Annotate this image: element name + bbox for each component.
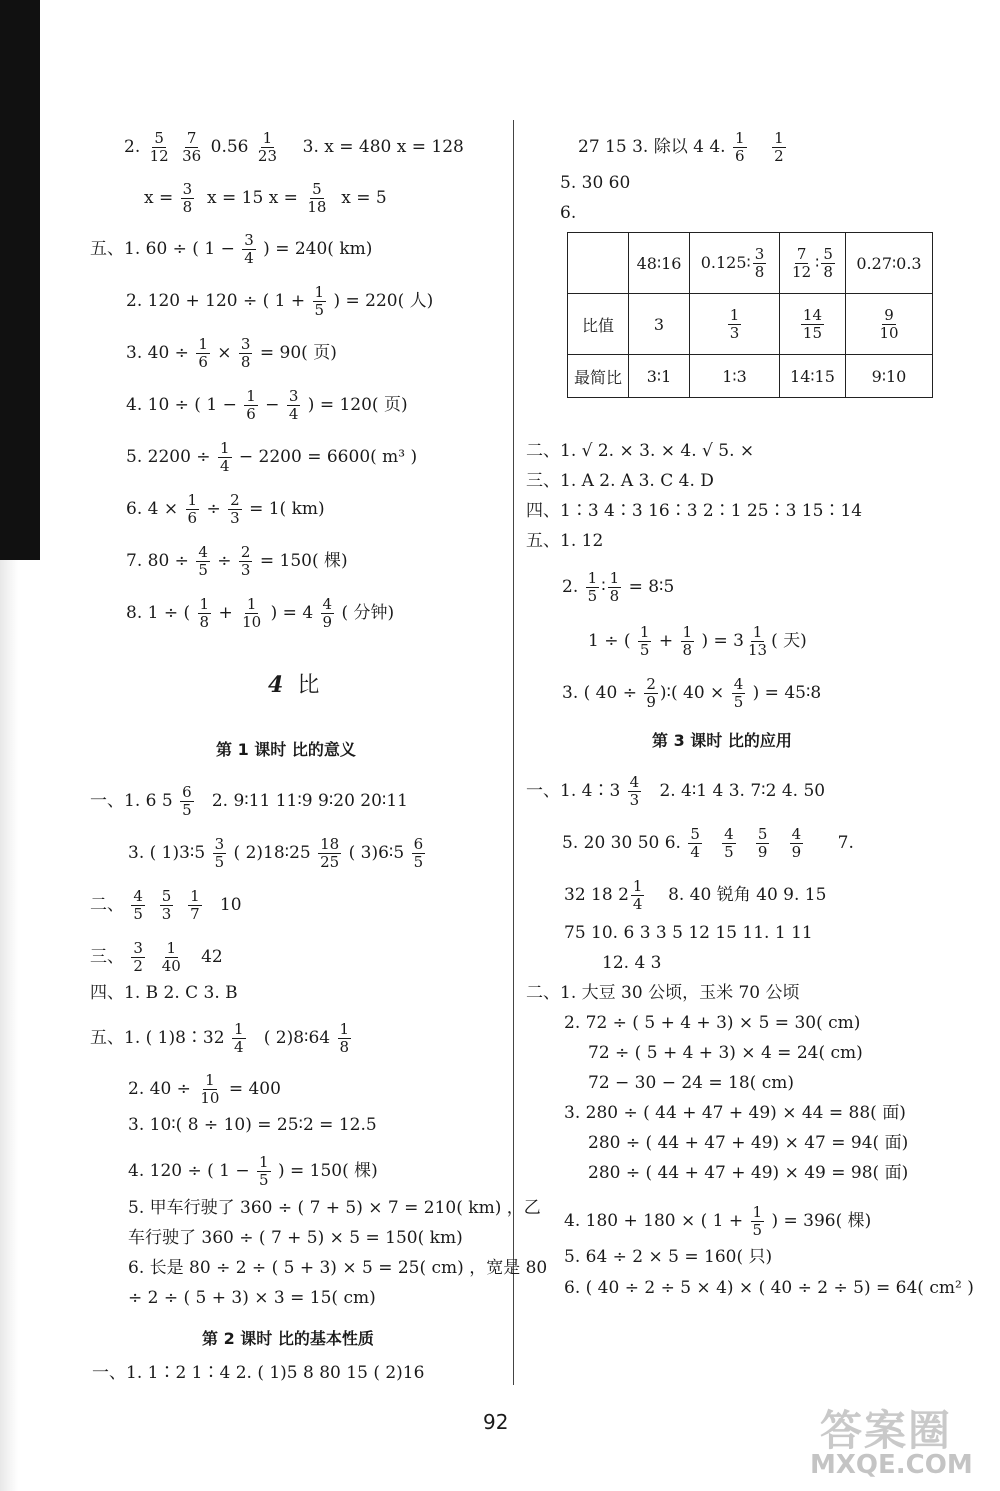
fraction: $\frac{1}{4}$ bbox=[632, 877, 643, 913]
fraction: $\frac{5}{9}$ bbox=[757, 825, 768, 861]
fraction: $\frac{6}{5}$ bbox=[182, 783, 192, 819]
answer-line: 3. 40 ÷ $\frac{1}{6}$ × $\frac{3}{8}$ = 90( 页) bbox=[126, 335, 337, 371]
chapter-number: 4 bbox=[268, 672, 284, 698]
answer-line: 6. 4 × $\frac{1}{6}$ ÷ $\frac{2}{3}$ = 1( km) bbox=[126, 491, 325, 527]
answer-line: 2. 72 ÷ ( 5 + 4 + 3) × 5 = 30( cm) bbox=[564, 1013, 861, 1033]
fraction: $\frac{1}{23}$ bbox=[257, 129, 277, 165]
table-cell: $\frac{14}{15}$ bbox=[779, 294, 845, 355]
fraction: $\frac{3}{8}$ bbox=[182, 180, 193, 216]
table-row bbox=[568, 355, 933, 398]
table-cell: 14∶15 bbox=[779, 355, 845, 398]
table-cell: 3∶1 bbox=[629, 355, 690, 398]
fraction: $\frac{3}{4}$ bbox=[288, 387, 299, 423]
ratio-table bbox=[567, 232, 933, 398]
fraction: $\frac{4}{5}$ bbox=[133, 887, 143, 923]
answer-line: 4. 180 + 180 × ( 1 + $\frac{1}{5}$ ) = 396( 棵) bbox=[564, 1203, 872, 1239]
answer-line: 三、1. A 2. A 3. C 4. D bbox=[526, 471, 714, 491]
chapter-title: 比 bbox=[297, 673, 320, 698]
table-row bbox=[568, 233, 933, 294]
answer-line: 2. $\frac{1}{5}$ ∶ $\frac{1}{8}$ = 8∶5 bbox=[562, 569, 675, 605]
fraction: $\frac{3}{5}$ bbox=[214, 835, 225, 871]
fraction: $\frac{5}{18}$ bbox=[307, 180, 327, 216]
fraction: $\frac{3}{8}$ bbox=[240, 335, 251, 371]
answer-line: 7. 80 ÷ $\frac{4}{5}$ ÷ $\frac{2}{3}$ = 150( 棵) bbox=[126, 543, 348, 579]
answer-line: 27 15 3. 除以 4 4. $\frac{1}{6}$ $\frac{1}{2}$ bbox=[578, 129, 784, 165]
table-cell: 0.125∶ $\frac{3}{8}$ bbox=[690, 233, 780, 294]
answer-line: 一、1. 6 5 $\frac{6}{5}$ 2. 9∶11 11∶9 9∶20 20∶11 bbox=[90, 783, 408, 819]
answer-line: 2. $\frac{5}{12}$ $\frac{7}{36}$ 0.56 $\frac{1}{23}$ 3. x = 480 x = 128 bbox=[124, 129, 464, 165]
table-cell: $\frac{7}{12}$ ∶ $\frac{5}{8}$ bbox=[779, 233, 845, 294]
answer-line: 4. 10 ÷ ( 1 − $\frac{1}{6}$ − $\frac{3}{4}$ ) = 120( 页) bbox=[126, 387, 408, 423]
fraction: $\frac{2}{3}$ bbox=[240, 543, 251, 579]
answer-line: 72 ÷ ( 5 + 4 + 3) × 4 = 24( cm) bbox=[588, 1043, 863, 1063]
watermark-url: MXQE.COM bbox=[810, 1450, 973, 1480]
fraction: $\frac{5}{3}$ bbox=[161, 887, 172, 923]
answer-line: 5. 30 60 bbox=[560, 173, 631, 193]
table-row-label: 最简比 bbox=[568, 355, 629, 398]
fraction: $\frac{1}{5}$ bbox=[259, 1153, 269, 1189]
table-cell: 0.27∶0.3 bbox=[845, 233, 932, 294]
answer-line: x = $\frac{3}{8}$ x = 15 x = $\frac{5}{18}$ x = 5 bbox=[144, 180, 387, 216]
table-cell: $\frac{9}{10}$ bbox=[845, 294, 932, 355]
fraction: $\frac{1}{5}$ bbox=[314, 283, 325, 319]
table-cell: 1∶3 bbox=[690, 355, 780, 398]
watermark-text: 答案圈 bbox=[820, 1406, 953, 1455]
fraction: $\frac{1}{4}$ bbox=[233, 1020, 244, 1056]
fraction: $\frac{1}{40}$ bbox=[161, 939, 181, 975]
fraction: $\frac{3}{2}$ bbox=[133, 939, 143, 975]
answer-line: 五、1. 60 ÷ ( 1 − $\frac{3}{4}$ ) = 240( km) bbox=[90, 231, 373, 267]
answer-line: 5. 20 30 50 6. $\frac{5}{4}$ $\frac{4}{5}$ $\frac{5}{9}$ $\frac{4}{9}$ 7. bbox=[562, 825, 854, 861]
answer-line: 五、1. ( 1)8∶32 $\frac{1}{4}$ ( 2)8∶64 $\frac{1}{8}$ bbox=[90, 1020, 350, 1056]
fraction: $\frac{1}{13}$ bbox=[747, 623, 768, 659]
answer-line: 五、1. 12 bbox=[526, 531, 604, 551]
answer-line: 3. 10∶( 8 ÷ 10) = 25∶2 = 12.5 bbox=[128, 1115, 377, 1135]
fraction: $\frac{7}{36}$ bbox=[182, 129, 202, 165]
answer-line: 32 18 2 $\frac{1}{4}$ 8. 40 锐角 40 9. 15 bbox=[564, 877, 827, 913]
fraction: $\frac{1}{8}$ bbox=[199, 595, 210, 631]
answer-line: 5. 甲车行驶了 360 ÷ ( 7 + 5) × 7 = 210( km) ，乙 bbox=[128, 1198, 541, 1218]
lesson-heading: 第 2 课时 比的基本性质 bbox=[202, 1329, 374, 1348]
chapter-heading bbox=[268, 668, 319, 699]
answer-line: 车行驶了 360 ÷ ( 7 + 5) × 5 = 150( km) bbox=[128, 1228, 463, 1248]
answer-line: 二、1. √ 2. × 3. × 4. √ 5. × bbox=[526, 441, 755, 461]
table-cell: 48∶16 bbox=[629, 233, 690, 294]
fraction: $\frac{1}{4}$ bbox=[219, 439, 230, 475]
answer-line: 6. bbox=[560, 203, 577, 223]
fraction: $\frac{4}{5}$ bbox=[724, 825, 734, 861]
answer-line: 二、1. 大豆 30 公顷，玉米 70 公顷 bbox=[526, 983, 800, 1003]
answer-line: 一、1. 1∶2 1∶4 2. ( 1)5 8 80 15 ( 2)16 bbox=[92, 1363, 425, 1383]
fraction: $\frac{1}{8}$ bbox=[682, 623, 693, 659]
fraction: $\frac{6}{5}$ bbox=[413, 835, 424, 871]
fraction: $\frac{1}{10}$ bbox=[242, 595, 262, 631]
answer-line: 280 ÷ ( 44 + 47 + 49) × 47 = 94( 面) bbox=[588, 1133, 909, 1153]
fraction: $\frac{1}{6}$ bbox=[734, 129, 745, 165]
table-cell bbox=[568, 233, 629, 294]
answer-line: 2. 120 + 120 ÷ ( 1 + $\frac{1}{5}$ ) = 220( 人) bbox=[126, 283, 434, 319]
fraction: $\frac{1}{6}$ bbox=[246, 387, 256, 423]
fraction: $\frac{4}{3}$ bbox=[629, 773, 640, 809]
fraction: $\frac{5}{4}$ bbox=[690, 825, 700, 861]
fraction: $\frac{4}{9}$ bbox=[322, 595, 333, 631]
lesson-heading: 第 3 课时 比的应用 bbox=[652, 731, 792, 750]
answer-line: 6. 长是 80 ÷ 2 ÷ ( 5 + 3) × 5 = 25( cm) ，宽是 80 bbox=[128, 1258, 548, 1278]
scan-edge-gradient bbox=[0, 560, 18, 1491]
table-row-label: 比值 bbox=[568, 294, 629, 355]
fraction: $\frac{4}{5}$ bbox=[733, 675, 744, 711]
column-divider bbox=[513, 120, 514, 1385]
answer-line: 8. 1 ÷ ( $\frac{1}{8}$ + $\frac{1}{10}$ ) = 4 $\frac{4}{9}$ ( 分钟) bbox=[126, 595, 395, 631]
answer-line: 四、1∶3 4∶3 16∶3 2∶1 25∶3 15∶14 bbox=[526, 501, 863, 521]
fraction: $\frac{1}{6}$ bbox=[187, 491, 198, 527]
fraction: $\frac{1}{5}$ bbox=[587, 569, 598, 605]
fraction: $\frac{1}{8}$ bbox=[609, 569, 620, 605]
answer-line: 280 ÷ ( 44 + 47 + 49) × 49 = 98( 面) bbox=[588, 1163, 909, 1183]
fraction: $\frac{1}{7}$ bbox=[190, 887, 200, 923]
fraction: $\frac{1}{6}$ bbox=[198, 335, 208, 371]
answer-line: 三、 $\frac{3}{2}$ $\frac{1}{40}$ 42 bbox=[90, 939, 223, 975]
fraction: $\frac{5}{12}$ bbox=[149, 129, 169, 165]
answer-line: 4. 120 ÷ ( 1 − $\frac{1}{5}$ ) = 150( 棵) bbox=[128, 1153, 378, 1189]
answer-line: 72 − 30 − 24 = 18( cm) bbox=[588, 1073, 794, 1093]
table-row bbox=[568, 294, 933, 355]
watermark-logo bbox=[790, 1398, 990, 1484]
answer-line: ÷ 2 ÷ ( 5 + 3) × 3 = 15( cm) bbox=[128, 1288, 376, 1308]
fraction: $\frac{3}{4}$ bbox=[244, 231, 254, 267]
answer-line: 3. ( 1)3∶5 $\frac{3}{5}$ ( 2)18∶25 $\frac{18}{25}$ ( 3)6∶5 $\frac{6}{5}$ bbox=[128, 835, 424, 871]
fraction: $\frac{1}{5}$ bbox=[752, 1203, 763, 1239]
lesson-heading: 第 1 课时 比的意义 bbox=[216, 740, 356, 759]
fraction: $\frac{1}{2}$ bbox=[774, 129, 784, 165]
table-cell: 9∶10 bbox=[845, 355, 932, 398]
fraction: $\frac{1}{8}$ bbox=[339, 1020, 350, 1056]
answer-line: 6. ( 40 ÷ 2 ÷ 5 × 4) × ( 40 ÷ 2 ÷ 5) = 64( cm² ) bbox=[564, 1278, 974, 1298]
answer-line: 3. 280 ÷ ( 44 + 47 + 49) × 44 = 88( 面) bbox=[564, 1103, 906, 1123]
answer-line: 一、1. 4∶3 $\frac{4}{3}$ 2. 4∶1 4 3. 7∶2 4. 50 bbox=[526, 773, 826, 809]
scan-edge-shadow bbox=[0, 0, 40, 560]
answer-line: 75 10. 6 3 3 5 12 15 11. 1 11 bbox=[564, 923, 813, 943]
answer-line: 3. ( 40 ÷ $\frac{2}{9}$ )∶( 40 × $\frac{4}{5}$ ) = 45∶8 bbox=[562, 675, 822, 711]
fraction: $\frac{4}{5}$ bbox=[198, 543, 208, 579]
answer-line: 12. 4 3 bbox=[602, 953, 662, 973]
fraction: $\frac{1}{5}$ bbox=[639, 623, 650, 659]
fraction: $\frac{1}{10}$ bbox=[200, 1071, 220, 1107]
fraction: $\frac{2}{9}$ bbox=[646, 675, 656, 711]
answer-line: 5. 2200 ÷ $\frac{1}{4}$ − 2200 = 6600( m³ ) bbox=[126, 439, 418, 475]
fraction: $\frac{2}{3}$ bbox=[230, 491, 240, 527]
answer-line: 四、1. B 2. C 3. B bbox=[90, 983, 238, 1003]
page-number: 92 bbox=[483, 1410, 509, 1434]
answer-line: 1 ÷ ( $\frac{1}{5}$ + $\frac{1}{8}$ ) = 3 $\frac{1}{13}$ ( 天) bbox=[588, 623, 807, 659]
table-cell: 3 bbox=[629, 294, 690, 355]
fraction: $\frac{4}{9}$ bbox=[791, 825, 802, 861]
answer-line: 2. 40 ÷ $\frac{1}{10}$ = 400 bbox=[128, 1071, 281, 1107]
answer-line: 二、 $\frac{4}{5}$ $\frac{5}{3}$ $\frac{1}{7}$ 10 bbox=[90, 887, 242, 923]
answer-line: 5. 64 ÷ 2 × 5 = 160( 只) bbox=[564, 1247, 773, 1267]
fraction: $\frac{18}{25}$ bbox=[320, 835, 340, 871]
table-cell: $\frac{1}{3}$ bbox=[690, 294, 780, 355]
